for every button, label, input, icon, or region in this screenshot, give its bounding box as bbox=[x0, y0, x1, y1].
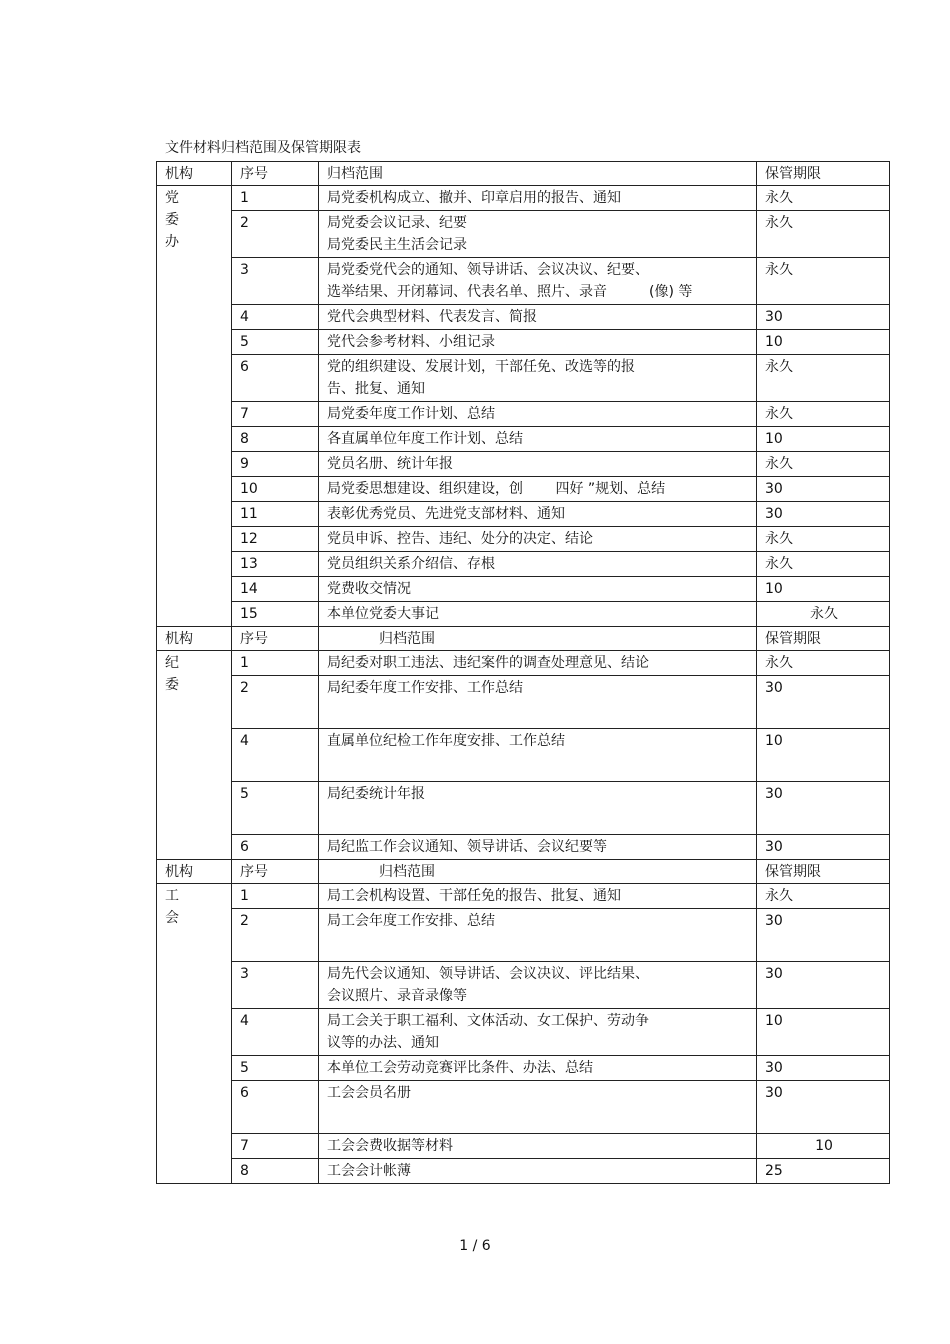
scope-cell bbox=[319, 835, 757, 860]
table-row bbox=[157, 186, 890, 211]
archive-table bbox=[156, 161, 890, 1184]
header-scope: 归档范围 bbox=[319, 627, 757, 651]
period-cell: 10 bbox=[757, 577, 890, 602]
seq-cell: 8 bbox=[232, 427, 319, 452]
seq-cell: 6 bbox=[232, 355, 319, 402]
period-cell: 30 bbox=[757, 962, 890, 1009]
seq-cell: 5 bbox=[232, 782, 319, 835]
header-seq: 序号 bbox=[232, 860, 319, 884]
scope-cell bbox=[319, 258, 757, 305]
scope-line: 局纪委年度工作安排、工作总结 bbox=[327, 680, 523, 696]
table-row bbox=[157, 602, 890, 627]
table-row bbox=[157, 1159, 890, 1184]
org-char: 党 bbox=[165, 190, 179, 206]
scope-line: 局先代会议通知、领导讲话、会议决议、评比结果、 bbox=[327, 966, 649, 982]
table-row bbox=[157, 355, 890, 402]
table-row bbox=[157, 502, 890, 527]
table-row bbox=[157, 909, 890, 962]
seq-cell: 1 bbox=[232, 186, 319, 211]
table-row bbox=[157, 1009, 890, 1056]
table-row bbox=[157, 577, 890, 602]
document-title: 文件材料归档范围及保管期限表 bbox=[165, 140, 361, 156]
period-cell: 永久 bbox=[757, 402, 890, 427]
scope-line: 局工会机构设置、干部任免的报告、批复、通知 bbox=[327, 888, 621, 904]
scope-cell bbox=[319, 452, 757, 477]
seq-cell: 6 bbox=[232, 1081, 319, 1134]
org-cell bbox=[157, 186, 232, 627]
table-row bbox=[157, 330, 890, 355]
period-cell: 30 bbox=[757, 835, 890, 860]
table-row bbox=[157, 782, 890, 835]
scope-cell bbox=[319, 909, 757, 962]
period-cell: 10 bbox=[757, 729, 890, 782]
scope-cell bbox=[319, 651, 757, 676]
scope-cell bbox=[319, 402, 757, 427]
seq-cell: 12 bbox=[232, 527, 319, 552]
seq-cell: 13 bbox=[232, 552, 319, 577]
table-row bbox=[157, 305, 890, 330]
org-cell bbox=[157, 884, 232, 1184]
seq-cell: 5 bbox=[232, 1056, 319, 1081]
scope-line: 党的组织建设、发展计划，干部任免、改选等的报 bbox=[327, 359, 635, 375]
period-cell: 30 bbox=[757, 502, 890, 527]
header-period: 保管期限 bbox=[757, 860, 890, 884]
period-cell: 永久 bbox=[757, 211, 890, 258]
header-scope: 归档范围 bbox=[319, 162, 757, 186]
org-char: 会 bbox=[165, 910, 179, 926]
page-number: 1 / 6 bbox=[459, 1238, 491, 1254]
scope-line: 局工会年度工作安排、总结 bbox=[327, 913, 495, 929]
scope-cell bbox=[319, 782, 757, 835]
scope-line: 工会会员名册 bbox=[327, 1085, 411, 1101]
scope-line: 本单位工会劳动竞赛评比条件、办法、总结 bbox=[327, 1060, 593, 1076]
org-cell bbox=[157, 651, 232, 860]
scope-line: 局纪委统计年报 bbox=[327, 786, 425, 802]
scope-cell bbox=[319, 502, 757, 527]
scope-cell bbox=[319, 1056, 757, 1081]
scope-line: 表彰优秀党员、先进党支部材料、通知 bbox=[327, 506, 565, 522]
header-row bbox=[157, 162, 890, 186]
seq-cell: 8 bbox=[232, 1159, 319, 1184]
header-period: 保管期限 bbox=[757, 162, 890, 186]
scope-line: 党员组织关系介绍信、存根 bbox=[327, 556, 495, 572]
header-row bbox=[157, 627, 890, 651]
table-row bbox=[157, 527, 890, 552]
table-row bbox=[157, 477, 890, 502]
scope-line: 局党委思想建设、组织建设，创 四好 ”规划、总结 bbox=[327, 481, 666, 497]
table-row bbox=[157, 402, 890, 427]
scope-line: 党员名册、统计年报 bbox=[327, 456, 453, 472]
scope-line: 局党委会议记录、纪要 bbox=[327, 215, 467, 231]
org-char: 工 bbox=[165, 888, 179, 904]
table-row bbox=[157, 552, 890, 577]
seq-cell: 14 bbox=[232, 577, 319, 602]
seq-cell: 7 bbox=[232, 402, 319, 427]
period-cell: 30 bbox=[757, 305, 890, 330]
scope-cell bbox=[319, 211, 757, 258]
scope-line: 党代会典型材料、代表发言、简报 bbox=[327, 309, 537, 325]
scope-line: 本单位党委大事记 bbox=[327, 606, 439, 622]
period-cell: 永久 bbox=[757, 186, 890, 211]
seq-cell: 11 bbox=[232, 502, 319, 527]
scope-cell bbox=[319, 355, 757, 402]
scope-cell bbox=[319, 1081, 757, 1134]
seq-cell: 4 bbox=[232, 305, 319, 330]
table-row bbox=[157, 211, 890, 258]
period-cell: 永久 bbox=[757, 651, 890, 676]
org-char: 纪 bbox=[165, 655, 179, 671]
scope-line: 工会会费收据等材料 bbox=[327, 1138, 453, 1154]
org-char: 办 bbox=[165, 234, 179, 250]
scope-line: 局党委党代会的通知、领导讲话、会议决议、纪要、 bbox=[327, 262, 649, 278]
period-cell: 永久 bbox=[757, 884, 890, 909]
table-row bbox=[157, 258, 890, 305]
seq-cell: 9 bbox=[232, 452, 319, 477]
scope-line: 党员申诉、控告、违纪、处分的决定、结论 bbox=[327, 531, 593, 547]
scope-line: 选举结果、开闭幕词、代表名单、照片、录音 (像) 等 bbox=[327, 284, 693, 300]
header-org: 机构 bbox=[157, 162, 232, 186]
header-seq: 序号 bbox=[232, 162, 319, 186]
table-row bbox=[157, 427, 890, 452]
scope-line: 局纪监工作会议通知、领导讲话、会议纪要等 bbox=[327, 839, 607, 855]
table-row bbox=[157, 651, 890, 676]
seq-cell: 4 bbox=[232, 1009, 319, 1056]
table-row bbox=[157, 884, 890, 909]
scope-cell bbox=[319, 884, 757, 909]
org-char: 委 bbox=[165, 212, 179, 228]
seq-cell: 10 bbox=[232, 477, 319, 502]
scope-line: 局纪委对职工违法、违纪案件的调查处理意见、结论 bbox=[327, 655, 649, 671]
period-cell: 30 bbox=[757, 782, 890, 835]
scope-cell bbox=[319, 1159, 757, 1184]
scope-cell bbox=[319, 602, 757, 627]
period-cell: 10 bbox=[757, 1009, 890, 1056]
table-row bbox=[157, 676, 890, 729]
seq-cell: 7 bbox=[232, 1134, 319, 1159]
scope-cell bbox=[319, 676, 757, 729]
scope-line: 局党委年度工作计划、总结 bbox=[327, 406, 495, 422]
header-org: 机构 bbox=[157, 627, 232, 651]
scope-cell bbox=[319, 552, 757, 577]
period-cell: 25 bbox=[757, 1159, 890, 1184]
period-cell: 永久 bbox=[757, 258, 890, 305]
seq-cell: 6 bbox=[232, 835, 319, 860]
scope-cell bbox=[319, 427, 757, 452]
seq-cell: 3 bbox=[232, 962, 319, 1009]
header-scope: 归档范围 bbox=[319, 860, 757, 884]
period-cell: 30 bbox=[757, 1081, 890, 1134]
period-cell: 10 bbox=[757, 427, 890, 452]
table-row bbox=[157, 452, 890, 477]
period-cell: 永久 bbox=[757, 552, 890, 577]
scope-line: 议等的办法、通知 bbox=[327, 1035, 439, 1051]
period-cell: 30 bbox=[757, 909, 890, 962]
scope-line: 各直属单位年度工作计划、总结 bbox=[327, 431, 523, 447]
scope-cell bbox=[319, 729, 757, 782]
period-cell: 30 bbox=[757, 1056, 890, 1081]
period-cell: 10 bbox=[757, 330, 890, 355]
scope-cell bbox=[319, 330, 757, 355]
period-cell: 30 bbox=[757, 676, 890, 729]
table-row bbox=[157, 962, 890, 1009]
table-row bbox=[157, 1134, 890, 1159]
seq-cell: 15 bbox=[232, 602, 319, 627]
table-row bbox=[157, 1056, 890, 1081]
scope-line: 告、批复、通知 bbox=[327, 381, 425, 397]
seq-cell: 2 bbox=[232, 676, 319, 729]
scope-line: 党代会参考材料、小组记录 bbox=[327, 334, 495, 350]
seq-cell: 1 bbox=[232, 651, 319, 676]
period-cell: 30 bbox=[757, 477, 890, 502]
scope-cell bbox=[319, 962, 757, 1009]
scope-cell bbox=[319, 1134, 757, 1159]
scope-cell bbox=[319, 186, 757, 211]
seq-cell: 5 bbox=[232, 330, 319, 355]
seq-cell: 2 bbox=[232, 909, 319, 962]
seq-cell: 1 bbox=[232, 884, 319, 909]
table-row bbox=[157, 729, 890, 782]
scope-line: 局党委民主生活会记录 bbox=[327, 237, 467, 253]
seq-cell: 3 bbox=[232, 258, 319, 305]
header-period: 保管期限 bbox=[757, 627, 890, 651]
seq-cell: 4 bbox=[232, 729, 319, 782]
scope-line: 直属单位纪检工作年度安排、工作总结 bbox=[327, 733, 565, 749]
table-row bbox=[157, 835, 890, 860]
period-cell: 永久 bbox=[757, 527, 890, 552]
scope-line: 党费收交情况 bbox=[327, 581, 411, 597]
org-char: 委 bbox=[165, 677, 179, 693]
header-org: 机构 bbox=[157, 860, 232, 884]
seq-cell: 2 bbox=[232, 211, 319, 258]
header-row bbox=[157, 860, 890, 884]
scope-line: 局工会关于职工福利、文体活动、女工保护、劳动争 bbox=[327, 1013, 649, 1029]
period-cell: 10 bbox=[757, 1134, 890, 1159]
table-row bbox=[157, 1081, 890, 1134]
scope-line: 会议照片、录音录像等 bbox=[327, 988, 467, 1004]
scope-cell bbox=[319, 477, 757, 502]
scope-line: 工会会计帐薄 bbox=[327, 1163, 411, 1179]
scope-cell bbox=[319, 305, 757, 330]
scope-cell bbox=[319, 1009, 757, 1056]
scope-line: 局党委机构成立、撤并、印章启用的报告、通知 bbox=[327, 190, 621, 206]
period-cell: 永久 bbox=[757, 452, 890, 477]
period-cell: 永久 bbox=[757, 355, 890, 402]
scope-cell bbox=[319, 527, 757, 552]
period-cell: 永久 bbox=[757, 602, 890, 627]
header-seq: 序号 bbox=[232, 627, 319, 651]
scope-cell bbox=[319, 577, 757, 602]
